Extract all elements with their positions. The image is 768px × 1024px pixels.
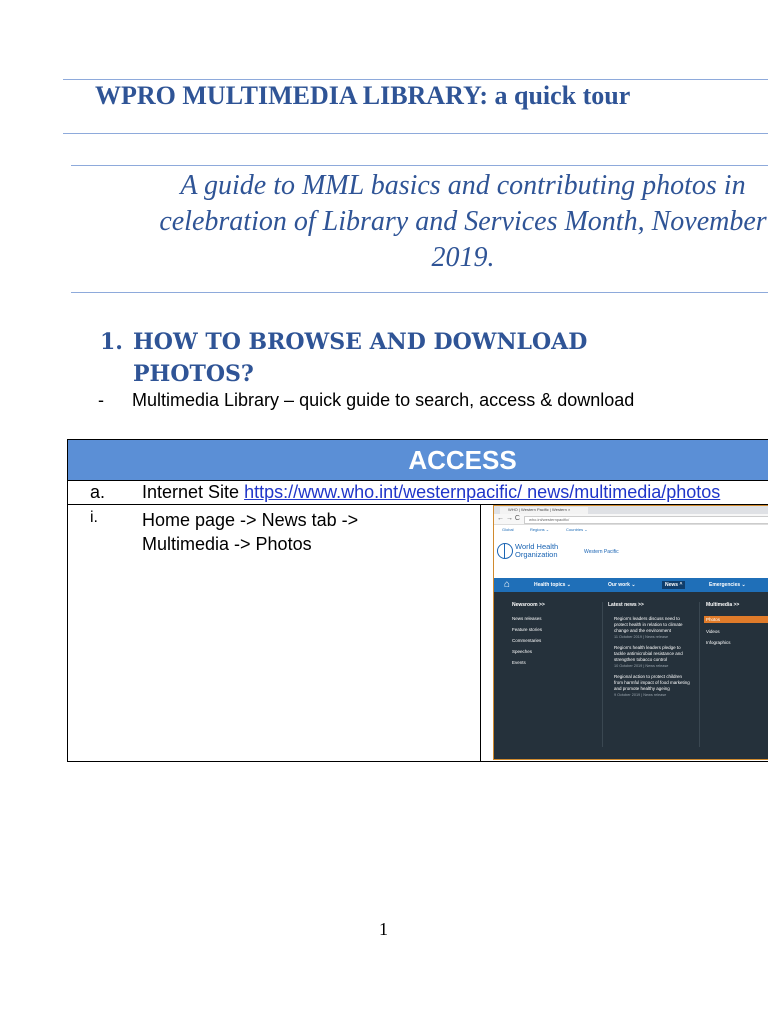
internet-site-link[interactable]: https://www.who.int/westernpacific/ news/multimedia/photos <box>244 482 721 502</box>
browser-address-row <box>494 514 768 525</box>
multimedia-column <box>706 602 768 651</box>
browser-tab: WHO | Western Pacific | Western × <box>500 507 588 514</box>
site-logo-area <box>494 535 768 578</box>
news-item <box>614 616 692 640</box>
row-a-text <box>142 482 720 503</box>
site-menu-bar <box>494 578 768 593</box>
multimedia-infographics: Infographics <box>706 640 731 645</box>
menu-health-topics: Health topics ⌄ <box>534 582 571 588</box>
region-name: Western Pacific <box>584 549 619 555</box>
newsroom-item: Events <box>512 660 526 665</box>
who-website-screenshot <box>493 505 768 760</box>
title-rule-top <box>63 79 768 80</box>
news-date: 9 October 2019 | News release <box>614 693 667 697</box>
panel-divider <box>699 602 700 747</box>
browser-nav-icons: ← → C <box>497 515 520 522</box>
section-heading-line-2: PHOTOS? <box>133 361 254 387</box>
menu-news: News ^ <box>662 581 685 589</box>
page-number: 1 <box>379 919 388 939</box>
home-icon: ⌂ <box>504 579 511 590</box>
who-name-line-2: Organization <box>515 550 558 559</box>
row-i-text <box>142 508 462 556</box>
page-title: WPRO MULTIMEDIA LIBRARY: a quick tour <box>95 81 631 110</box>
subtitle-rule-top <box>71 165 768 166</box>
who-globe-icon <box>497 543 513 559</box>
row-i-label: i. <box>90 509 98 526</box>
menu-emergencies: Emergencies ⌄ <box>709 582 746 588</box>
news-title: Regional action to protect children from harmful impact of food marketing and promote healthy ageing <box>614 674 690 691</box>
section-number: 1. <box>100 329 123 355</box>
news-item <box>614 645 692 669</box>
browser-tab-strip <box>494 506 768 514</box>
subtitle-line-2: celebration of Library and Services Month, November <box>159 206 767 237</box>
who-name-line-1: World Health <box>515 542 559 551</box>
menu-our-work: Our work ⌄ <box>608 582 636 588</box>
news-date: 10 October 2019 | News release <box>614 664 669 668</box>
news-date: 11 October 2019 | News release <box>614 635 669 639</box>
section-heading <box>100 326 587 390</box>
internet-site-label: Internet Site <box>142 482 245 502</box>
news-dropdown-panel <box>494 592 768 759</box>
newsroom-heading: Newsroom >> <box>512 602 545 608</box>
link-global: Global <box>502 527 514 532</box>
newsroom-item: Feature stories <box>512 627 543 632</box>
newsroom-column <box>512 602 545 671</box>
newsroom-item: News releases <box>512 616 542 621</box>
row-i-text-line-1: Home page -> News tab -> <box>142 510 359 530</box>
access-header: ACCESS <box>408 445 517 475</box>
panel-divider <box>602 602 603 747</box>
multimedia-videos: Videos <box>706 629 720 634</box>
subtitle-rule-bottom <box>71 292 768 293</box>
subtitle-line-1: A guide to MML basics and contributing photos in <box>180 170 746 201</box>
latest-news-column <box>608 602 692 703</box>
news-title: Region's leaders discuss need to protect health in relation to climate change and the environment <box>614 616 683 633</box>
latest-news-heading: Latest news >> <box>608 602 644 608</box>
news-item <box>614 674 692 698</box>
newsroom-item: Speeches <box>512 649 533 654</box>
link-regions: Regions ⌄ <box>530 527 550 532</box>
bullet-dash: - <box>98 390 104 410</box>
address-bar: who.int/westernpacific/ <box>524 516 768 524</box>
row-i-text-line-2: Multimedia -> Photos <box>142 534 312 554</box>
bullet-text: Multimedia Library – quick guide to search, access & download <box>132 390 635 410</box>
site-top-links <box>494 525 768 535</box>
newsroom-item: Commentaries <box>512 638 542 643</box>
news-title: Region's health leaders pledge to tackle antimicrobial resistance and strengthen tobacco control <box>614 645 683 662</box>
who-logo-text <box>515 543 558 559</box>
link-countries: Countries ⌄ <box>566 527 588 532</box>
title-rule-bottom <box>63 133 768 134</box>
subtitle-line-3: 2019. <box>431 242 495 273</box>
subtitle <box>78 168 768 276</box>
row-a-label: a. <box>90 482 106 502</box>
section-heading-line-1: HOW TO BROWSE AND DOWNLOAD <box>133 329 588 355</box>
access-header-cell <box>68 440 768 481</box>
multimedia-heading: Multimedia >> <box>706 602 740 608</box>
multimedia-photos: Photos <box>704 616 768 623</box>
